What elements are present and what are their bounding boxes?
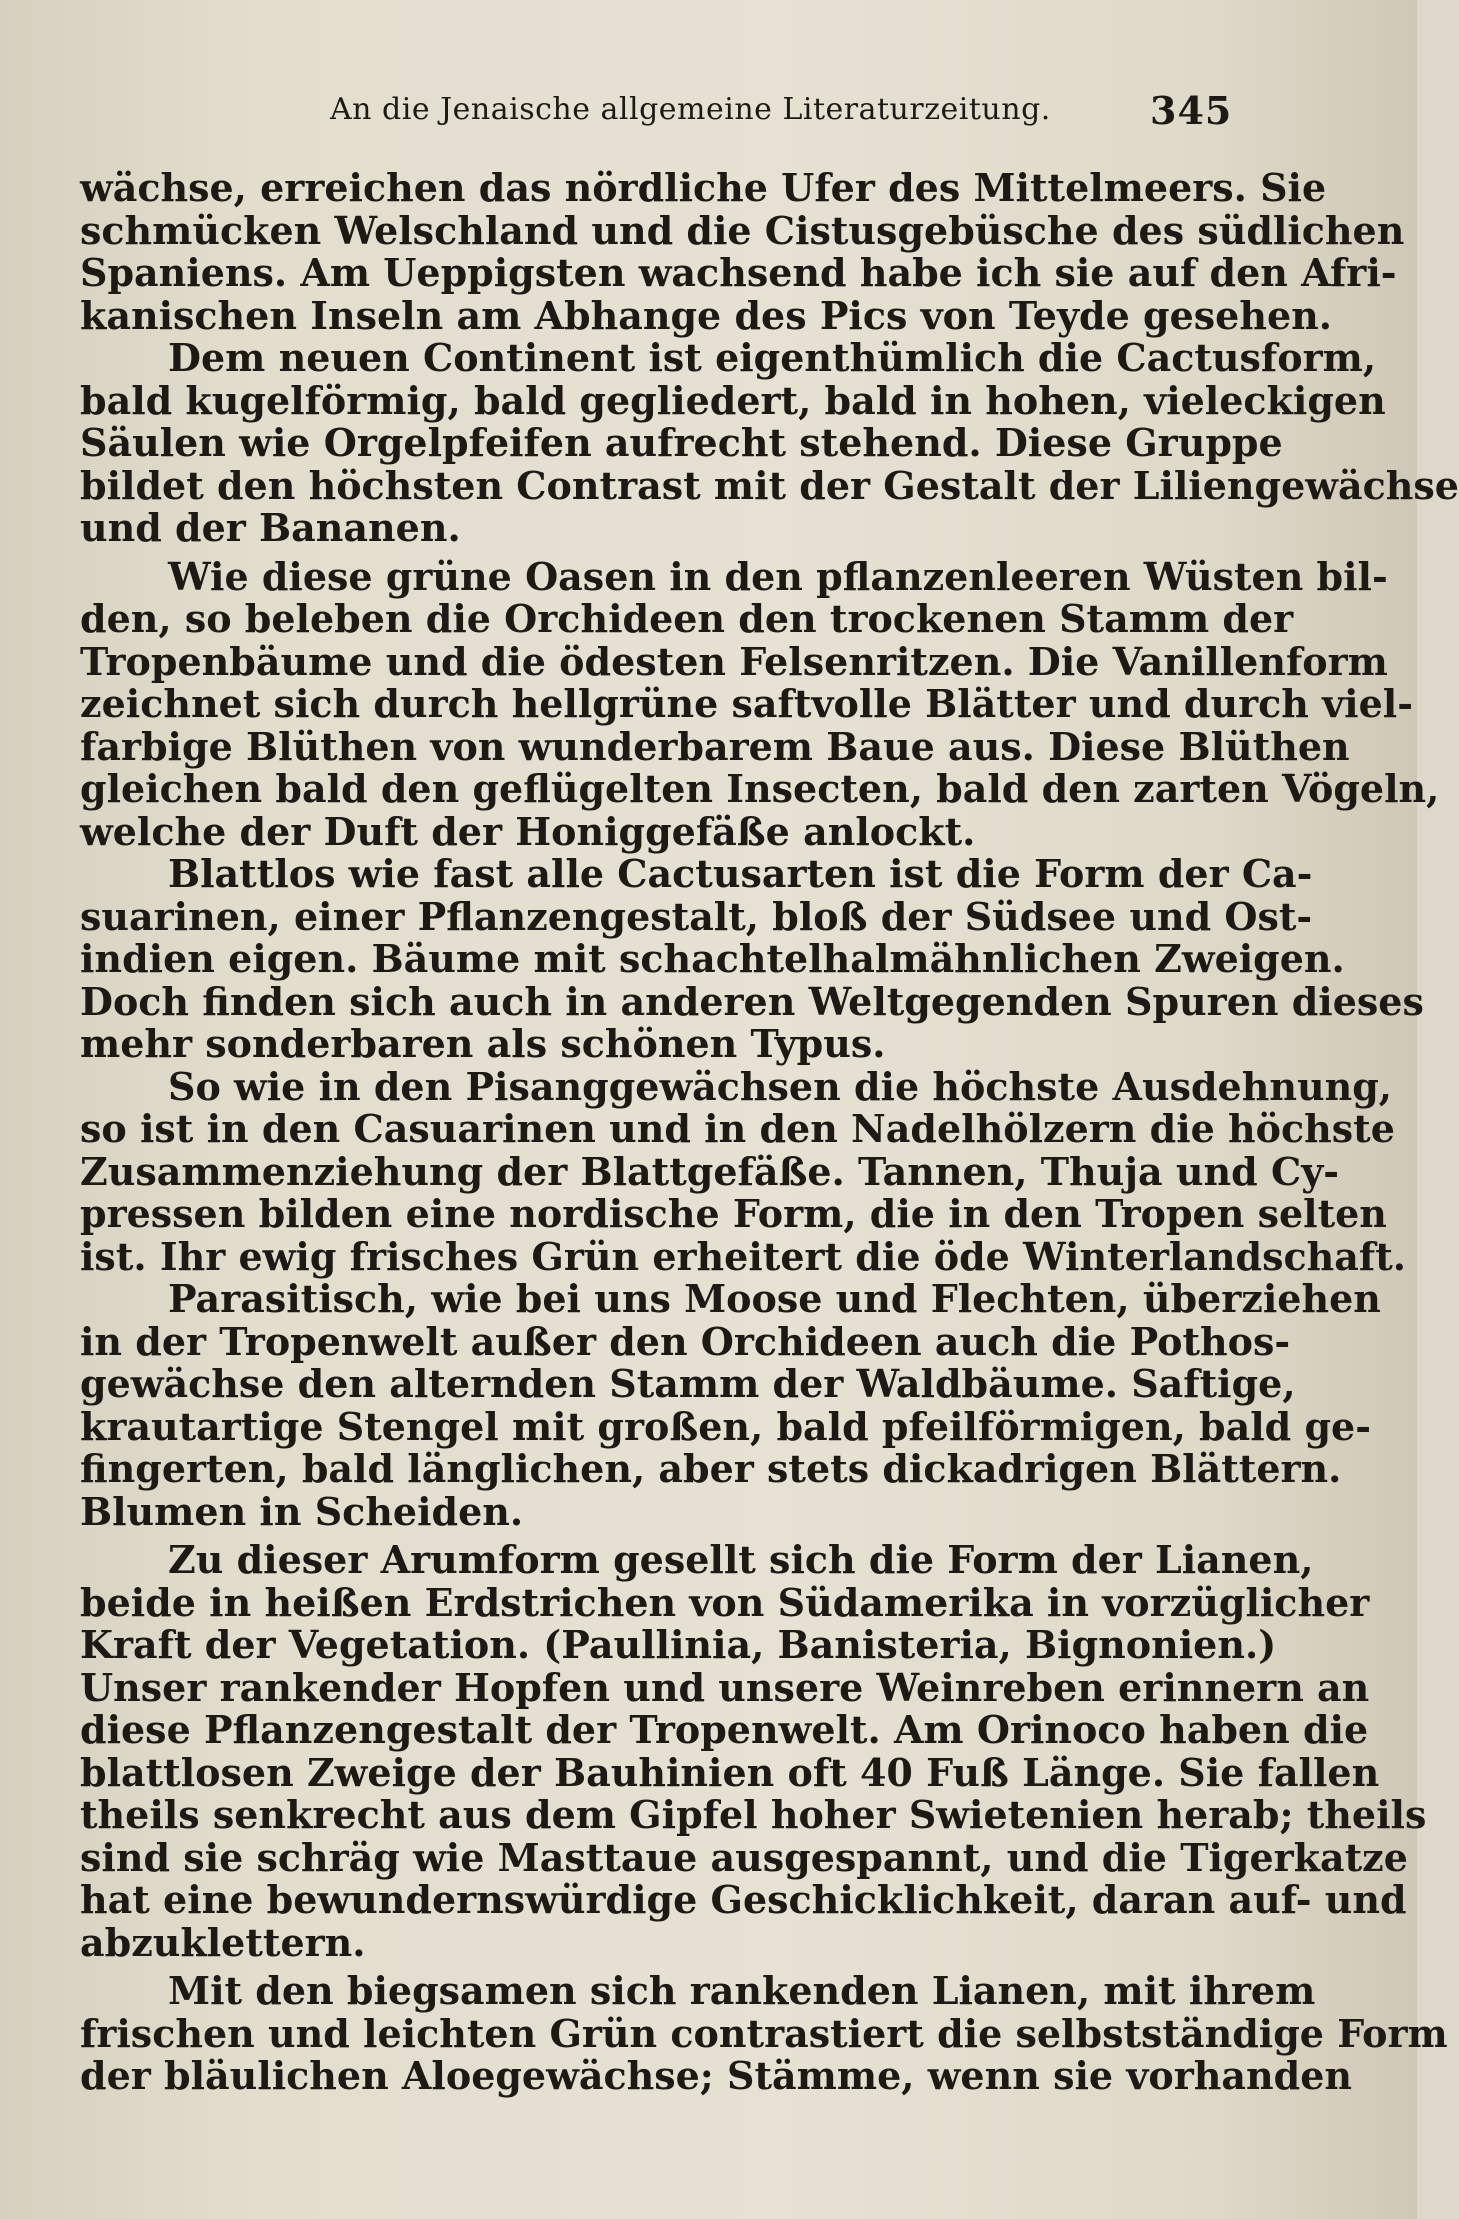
text-line: bald kugelförmig, bald gegliedert, bald in hohen, vieleckigen (80, 377, 1386, 423)
page-number: 345 (1150, 88, 1233, 133)
text-line: farbige Blüthen von wunderbarem Baue aus. Diese Blüthen (80, 723, 1350, 769)
page-header (330, 88, 1233, 138)
text-line: theils senkrecht aus dem Gipfel hoher Swietenien herab; theils (80, 1792, 1427, 1837)
running-head: An die Jenaische allgemeine Literaturzeitung. (330, 92, 1051, 127)
text-line: Tropenbäume und die ödesten Felsenritzen. Die Vanillenform (80, 638, 1388, 684)
text-line: abzuklettern. (80, 1919, 366, 1965)
text-line: wächse, erreichen das nördliche Ufer des Mittelmeers. Sie (80, 165, 1327, 210)
text-line: welche der Duft der Honiggefäße anlockt. (80, 808, 976, 854)
text-line: Parasitisch, wie bei uns Moose und Flechten, überziehen (168, 1276, 1381, 1321)
text-line: Blumen in Scheiden. (80, 1488, 524, 1534)
text-line: Doch finden sich auch in anderen Weltgegenden Spuren dieses (80, 978, 1424, 1024)
text-line: Wie diese grüne Oasen in den pflanzenleeren Wüsten bil- (168, 553, 1388, 599)
text-line: suarinen, einer Pflanzengestalt, bloß der Südsee und Ost- (80, 893, 1313, 939)
text-line: indien eigen. Bäume mit schachtelhalmähnlichen Zweigen. (80, 936, 1345, 981)
text-line: der bläulichen Aloegewächse; Stämme, wenn sie vorhanden (80, 2053, 1353, 2098)
text-line: krautartige Stengel mit großen, bald pfeilförmigen, bald ge- (80, 1403, 1371, 1449)
text-line: frischen und leichten Grün contrastiert die selbstständige Form (80, 2010, 1448, 2056)
text-line: fingerten, bald länglichen, aber stets dickadrigen Blättern. (80, 1446, 1342, 1491)
text-line: gleichen bald den geflügelten Insecten, bald den zarten Vögeln, (80, 766, 1440, 811)
body-text (80, 165, 1459, 2098)
text-line: kanischen Inseln am Abhange des Pics von Teyde gesehen. (80, 292, 1332, 338)
text-line: Unser rankender Hopfen und unsere Weinreben erinnern an (80, 1664, 1370, 1710)
text-line: Zusammenziehung der Blattgefäße. Tannen, Thuja und Cy- (80, 1148, 1340, 1194)
text-line: so ist in den Casuarinen und in den Nadelhölzern die höchste (80, 1106, 1395, 1151)
text-line: Kraft der Vegetation. (Paullinia, Banisteria, Bignonien.) (80, 1622, 1277, 1667)
text-line: pressen bilden eine nordische Form, die in den Tropen selten (80, 1191, 1387, 1236)
text-line: ist. Ihr ewig frisches Grün erheitert die öde Winterlandschaft. (80, 1233, 1407, 1279)
text-line: sind sie schräg wie Masttaue ausgespannt, und die Tigerkatze (80, 1834, 1408, 1880)
text-line: Zu dieser Arumform gesellt sich die Form der Lianen, (168, 1537, 1314, 1582)
text-line: und der Bananen. (80, 505, 461, 550)
text-line: Mit den biegsamen sich rankenden Lianen, mit ihrem (168, 1968, 1316, 2013)
text-line: hat eine bewundernswürdige Geschicklichkeit, daran auf- und (80, 1877, 1407, 1922)
text-line: Spaniens. Am Ueppigsten wachsend habe ich sie auf den Afri- (80, 250, 1397, 295)
text-line: So wie in den Pisanggewächsen die höchste Ausdehnung, (168, 1063, 1393, 1109)
text-line: beide in heißen Erdstrichen von Südamerika in vorzüglicher (80, 1579, 1370, 1625)
text-line: diese Pflanzengestalt der Tropenwelt. Am Orinoco haben die (80, 1707, 1369, 1752)
text-line: zeichnet sich durch hellgrüne saftvolle Blätter und durch viel- (80, 681, 1414, 726)
text-line: Blattlos wie fast alle Cactusarten ist die Form der Ca- (168, 851, 1313, 896)
text-line: schmücken Welschland und die Cistusgebüsche des südlichen (80, 207, 1405, 253)
text-line: bildet den höchsten Contrast mit der Gestalt der Liliengewächse (80, 462, 1459, 508)
text-line: den, so beleben die Orchideen den trockenen Stamm der (80, 596, 1294, 641)
text-line: gewächse den alternden Stamm der Waldbäume. Saftige, (80, 1361, 1296, 1406)
text-line: blattlosen Zweige der Bauhinien oft 40 Fuß Länge. Sie fallen (80, 1749, 1380, 1795)
text-line: Dem neuen Continent ist eigenthümlich die Cactusform, (168, 335, 1377, 380)
text-line: Säulen wie Orgelpfeifen aufrecht stehend. Diese Gruppe (80, 420, 1283, 465)
text-line: in der Tropenwelt außer den Orchideen auch die Pothos- (80, 1318, 1291, 1364)
text-line: mehr sonderbaren als schönen Typus. (80, 1021, 886, 1066)
